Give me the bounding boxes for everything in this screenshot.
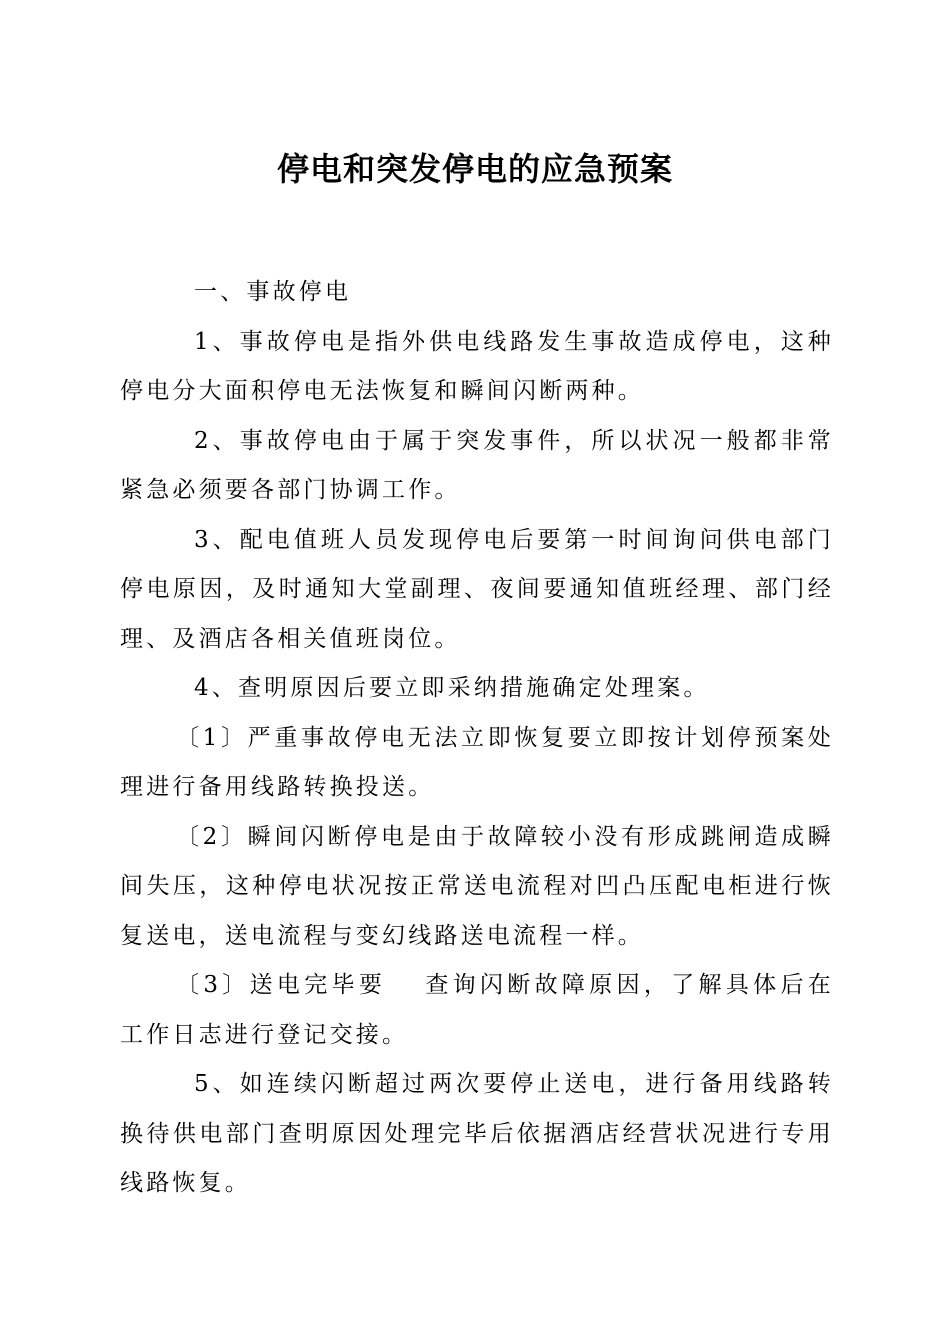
paragraph-4-item-1: 〔1〕严重事故停电无法立即恢复要立即按计划停预案处理进行备用线路转换投送。: [120, 724, 834, 800]
paragraph-5: 5、如连续闪断超过两次要停止送电，进行备用线路转换待供电部门查明原因处理完毕后依据酒店经营状况进行专用线路恢复。: [120, 1071, 834, 1196]
paragraph-4: 4、查明原因后要立即采纳措施确定处理案。: [194, 675, 710, 701]
section-heading: 一、事故停电: [194, 279, 352, 305]
paragraph-4-item-3-part-a: 〔3〕送电完毕要: [176, 972, 387, 998]
paragraph-4-item-2: 〔2〕瞬间闪断停电是由于故障较小没有形成跳闸造成瞬间失压，这种停电状况按正常送电流程对凹凸压配电柜进行恢复送电，送电流程与变幻线路送电流程一样。: [120, 823, 834, 949]
paragraph-4-item-3-part-b: 查询闪断故障原因，了解具体后在工作日志进行登记交接。: [120, 972, 835, 1048]
paragraph-2: 2、事故停电由于属于突发事件，所以状况一般都非常紧急必须要各部门协调工作。: [120, 427, 834, 503]
document-title: 停电和突发停电的应急预案: [276, 150, 673, 188]
paragraph-4-item-3: [120, 961, 834, 1060]
paragraph-3: 3、配电值班人员发现停电后要第一时间询问供电部门停电原因，及时通知大堂副理、夜间要通知值班经理、部门经理、及酒店各相关值班岗位。: [120, 526, 834, 652]
document-body: [120, 268, 834, 1209]
paragraph-1: 1、事故停电是指外供电线路发生事故造成停电，这种停电分大面积停电无法恢复和瞬间闪断两种。: [120, 328, 834, 404]
